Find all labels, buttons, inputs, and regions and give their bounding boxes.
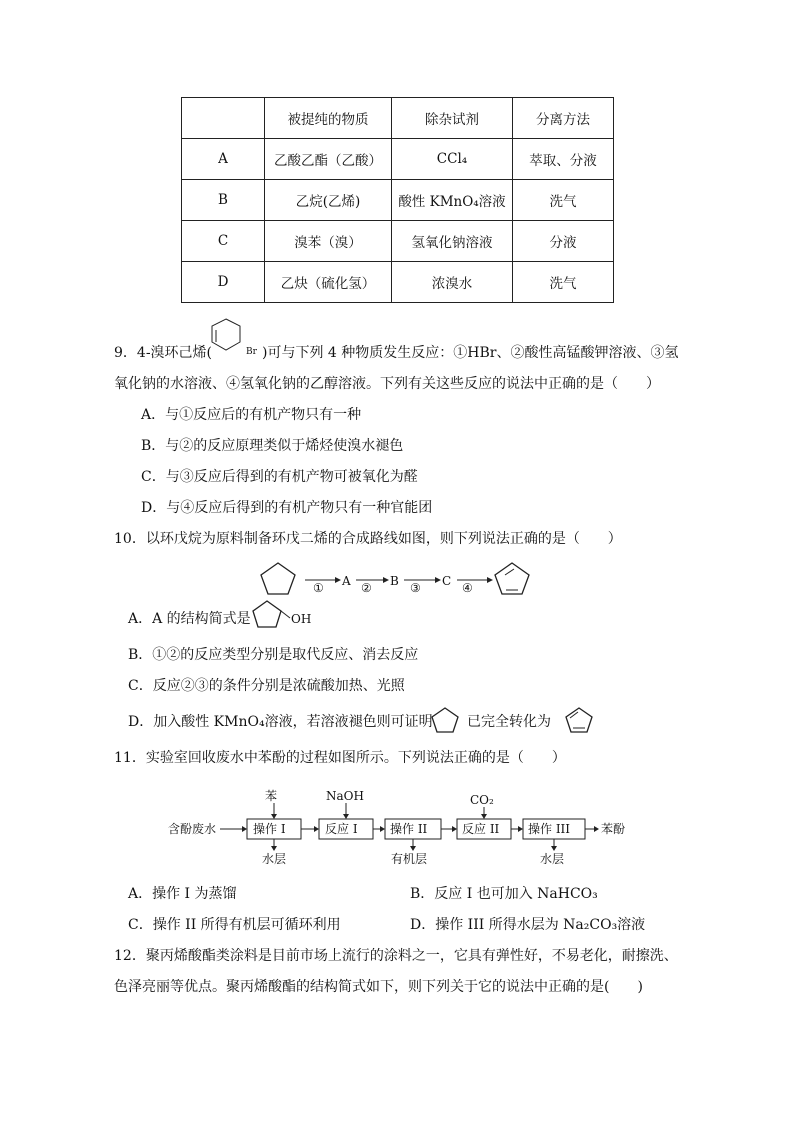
flow-box: 反应 II — [462, 822, 500, 836]
cyclopentane-icon — [431, 706, 461, 734]
cyclopentane-icon — [261, 563, 295, 594]
q9-option-d: D．与④反应后得到的有机产物只有一种官能团 — [141, 500, 433, 516]
flow-input: NaOH — [326, 789, 364, 803]
q9-option-a: A．与①反应后的有机产物只有一种 — [141, 407, 362, 423]
table-header-cell: 被提纯的物质 — [265, 98, 392, 139]
br-label: Br — [246, 347, 257, 357]
table-cell: 浓溴水 — [392, 262, 513, 303]
table-row — [182, 221, 614, 262]
cyclopentadiene-icon — [565, 706, 595, 734]
table-cell: 分液 — [513, 221, 614, 262]
table-header-row — [182, 98, 614, 139]
table-row — [182, 262, 614, 303]
table-cell: 溴苯（溴） — [265, 221, 392, 262]
table-header-cell — [182, 98, 265, 139]
table-cell: 乙炔（硫化氢） — [265, 262, 392, 303]
route-step: ④ — [462, 581, 473, 595]
route-node: B — [390, 574, 399, 588]
flow-box: 操作 I — [253, 822, 286, 836]
flow-box: 操作 II — [390, 822, 428, 836]
cyclopentanol-structure — [250, 598, 320, 632]
q10-option-b: B．①②的反应类型分别是取代反应、消去反应 — [128, 647, 419, 663]
table-cell: 洗气 — [513, 262, 614, 303]
route-step: ① — [313, 581, 324, 595]
q11-option-c: C．操作 II 所得有机层可循环利用 — [128, 917, 341, 933]
synthesis-route — [255, 558, 545, 600]
q10-option-d-part1: D．加入酸性 KMnO₄溶液，若溶液褪色则可证明 — [128, 714, 433, 730]
q11-option-a: A．操作 I 为蒸馏 — [128, 886, 237, 902]
q9-option-c: C．与③反应后得到的有机产物可被氧化为醛 — [141, 469, 418, 485]
q12-line1: 12．聚丙烯酸酯类涂料是目前市场上流行的涂料之一，它具有弹性好，不易老化，耐擦洗、 — [114, 948, 678, 964]
phenol-recovery-flowchart — [168, 788, 648, 868]
q11-option-d: D．操作 III 所得水层为 Na₂CO₃溶液 — [410, 917, 646, 933]
table-header-cell: 除杂试剂 — [392, 98, 513, 139]
q9-stem-prefix: 9．4-溴环己烯( — [114, 345, 213, 361]
table-row — [182, 180, 614, 221]
flow-box: 反应 I — [325, 822, 358, 836]
flow-output: 水层 — [540, 852, 565, 866]
table-cell: B — [182, 180, 265, 221]
table-header-cell: 分离方法 — [513, 98, 614, 139]
q10-option-d-part2: 已完全转化为 — [467, 714, 551, 730]
bromocyclohexene-structure — [208, 313, 268, 359]
table-cell: D — [182, 262, 265, 303]
table-cell: A — [182, 139, 265, 180]
route-step: ② — [361, 581, 372, 595]
q12-line2: 色泽亮丽等优点。聚丙烯酸酯的结构简式如下，则下列关于它的说法中正确的是( ) — [114, 979, 643, 995]
flow-output: 水层 — [262, 852, 287, 866]
flow-output: 有机层 — [391, 852, 428, 866]
route-node: C — [442, 574, 452, 588]
oh-label: OH — [291, 612, 312, 626]
cyclopentadiene-icon — [495, 563, 529, 594]
flow-input: CO₂ — [470, 793, 494, 807]
table-cell: 洗气 — [513, 180, 614, 221]
q11-stem: 11．实验室回收废水中苯酚的过程如图所示。下列说法正确的是（ ） — [114, 750, 566, 766]
flow-end: 苯酚 — [601, 822, 626, 836]
flow-box: 操作 III — [528, 822, 571, 836]
flow-input: 苯 — [265, 789, 278, 803]
table-cell: 萃取、分液 — [513, 139, 614, 180]
route-step: ③ — [410, 581, 421, 595]
q10-stem: 10．以环戊烷为原料制备环戊二烯的合成路线如图，则下列说法正确的是（ ） — [114, 531, 622, 547]
q9-stem-line1: )可与下列 4 种物质发生反应：①HBr、②酸性高锰酸钾溶液、③氢 — [262, 345, 679, 361]
q8-table — [181, 97, 614, 303]
table-cell: 酸性 KMnO₄溶液 — [392, 180, 513, 221]
table-cell: 乙酸乙酯（乙酸） — [265, 139, 392, 180]
q9-stem-line2: 氧化钠的水溶液、④氢氧化钠的乙醇溶液。下列有关这些反应的说法中正确的是（ ） — [114, 376, 660, 392]
table-row — [182, 139, 614, 180]
q9-option-b: B．与②的反应原理类似于烯烃使溴水褪色 — [141, 438, 404, 454]
table-cell: 乙烷(乙烯) — [265, 180, 392, 221]
q11-option-b: B．反应 I 也可加入 NaHCO₃ — [410, 886, 598, 902]
q10-option-a-prefix: A．A 的结构简式是 — [128, 611, 251, 627]
table-cell: 氢氧化钠溶液 — [392, 221, 513, 262]
flow-start: 含酚废水 — [168, 822, 217, 836]
route-node: A — [342, 574, 351, 588]
table-cell: C — [182, 221, 265, 262]
q10-option-c: C．反应②③的条件分别是浓硫酸加热、光照 — [128, 678, 405, 694]
table-cell: CCl₄ — [392, 139, 513, 180]
